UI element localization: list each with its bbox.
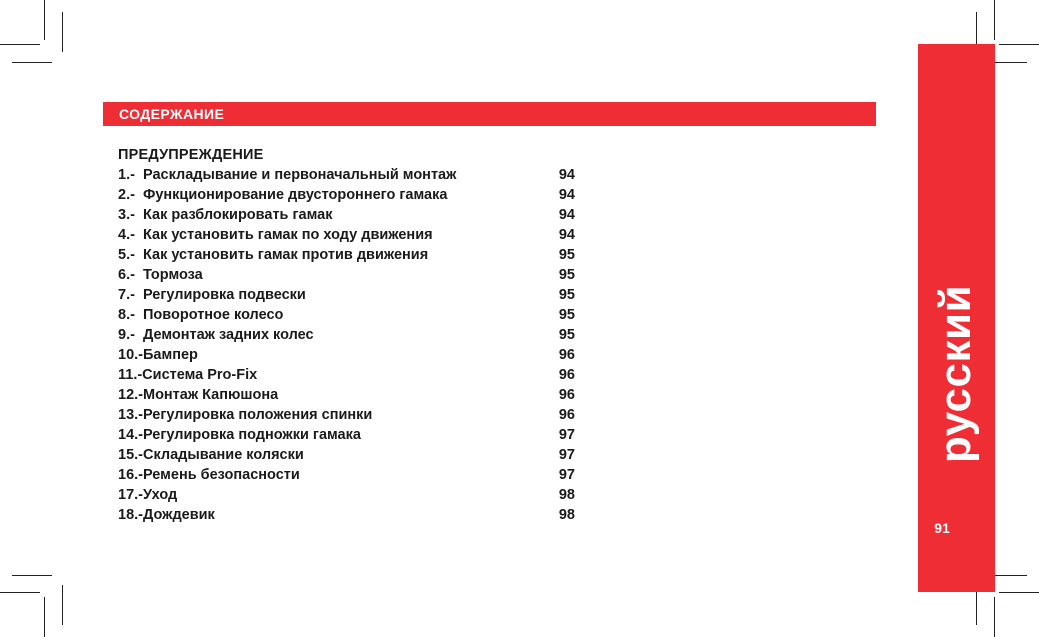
toc-item-label: 17.-Уход [118,487,178,503]
toc-item[interactable] [118,225,588,245]
toc-item[interactable] [118,505,588,525]
toc-item-page: 96 [558,347,575,363]
toc-item[interactable] [118,465,588,485]
toc-item[interactable] [118,345,588,365]
toc-item-page: 95 [558,287,575,303]
toc-item[interactable] [118,265,588,285]
toc-item-page: 97 [558,467,575,483]
toc-item-label: 9.- Демонтаж задних колес [118,327,314,343]
toc-item-label: 11.-Система Pro-Fix [118,367,258,383]
toc-item[interactable] [118,245,588,265]
crop-mark [12,575,52,576]
toc-item-label: 18.-Дождевик [118,507,215,523]
toc-item-label: 10.-Бампер [118,347,198,363]
toc-item[interactable] [118,485,588,505]
toc-item[interactable] [118,405,588,425]
toc-item-page: 98 [558,487,575,503]
section-title: СОДЕРЖАНИЕ [119,106,225,122]
toc-item[interactable] [118,205,588,225]
toc-item[interactable] [118,445,588,465]
toc-item[interactable] [118,305,588,325]
toc-item-page: 98 [558,507,575,523]
crop-mark [62,585,63,625]
toc-item-label: 1.- Раскладывание и первоначальный монтаж [118,167,457,183]
toc-item-page: 95 [558,307,575,323]
toc-item[interactable] [118,165,588,185]
crop-mark [12,62,52,63]
toc-heading: ПРЕДУПРЕЖДЕНИЕ [118,147,264,163]
section-header-bar [103,102,876,126]
page-number: 91 [934,520,950,536]
toc-item-page: 96 [558,387,575,403]
crop-mark [44,597,45,637]
toc-item[interactable] [118,425,588,445]
crop-mark [994,597,995,637]
toc-item[interactable] [118,385,588,405]
toc-item-page: 94 [558,207,575,223]
toc-item-label: 8.- Поворотное колесо [118,307,284,323]
toc-item-label: 13.-Регулировка положения спинки [118,407,373,423]
toc-item-page: 94 [558,187,575,203]
toc-item-label: 12.-Монтаж Капюшона [118,387,279,403]
toc-item-label: 3.- Как разблокировать гамак [118,207,333,223]
toc-item[interactable] [118,365,588,385]
toc-item-page: 97 [558,447,575,463]
toc-item-page: 96 [558,367,575,383]
toc-item-label: 5.- Как установить гамак против движения [118,247,429,263]
toc-item-page: 95 [558,327,575,343]
toc-item[interactable] [118,285,588,305]
toc-item-label: 7.- Регулировка подвески [118,287,306,303]
toc-item-label: 6.- Тормоза [118,267,203,283]
crop-mark [994,0,995,40]
toc-item-label: 4.- Как установить гамак по ходу движения [118,227,433,243]
toc-item-page: 95 [558,267,575,283]
toc-item-label: 2.- Функционирование двустороннего гамака [118,187,448,203]
toc-item-page: 94 [558,167,575,183]
toc-item[interactable] [118,325,588,345]
crop-mark [0,592,40,593]
toc-item-label: 15.-Складывание коляски [118,447,304,463]
language-label: русский [931,284,980,464]
crop-mark [0,44,40,45]
toc-item-page: 96 [558,407,575,423]
crop-mark [44,0,45,40]
crop-mark [999,44,1039,45]
toc-item-page: 95 [558,247,575,263]
toc-item-page: 97 [558,427,575,443]
toc-item-page: 94 [558,227,575,243]
language-side-tab [918,44,995,592]
toc-item-label: 16.-Ремень безопасности [118,467,300,483]
crop-mark [62,12,63,52]
toc-item-label: 14.-Регулировка подножки гамака [118,427,361,443]
crop-mark [999,592,1039,593]
toc-item[interactable] [118,185,588,205]
table-of-contents [118,145,588,525]
